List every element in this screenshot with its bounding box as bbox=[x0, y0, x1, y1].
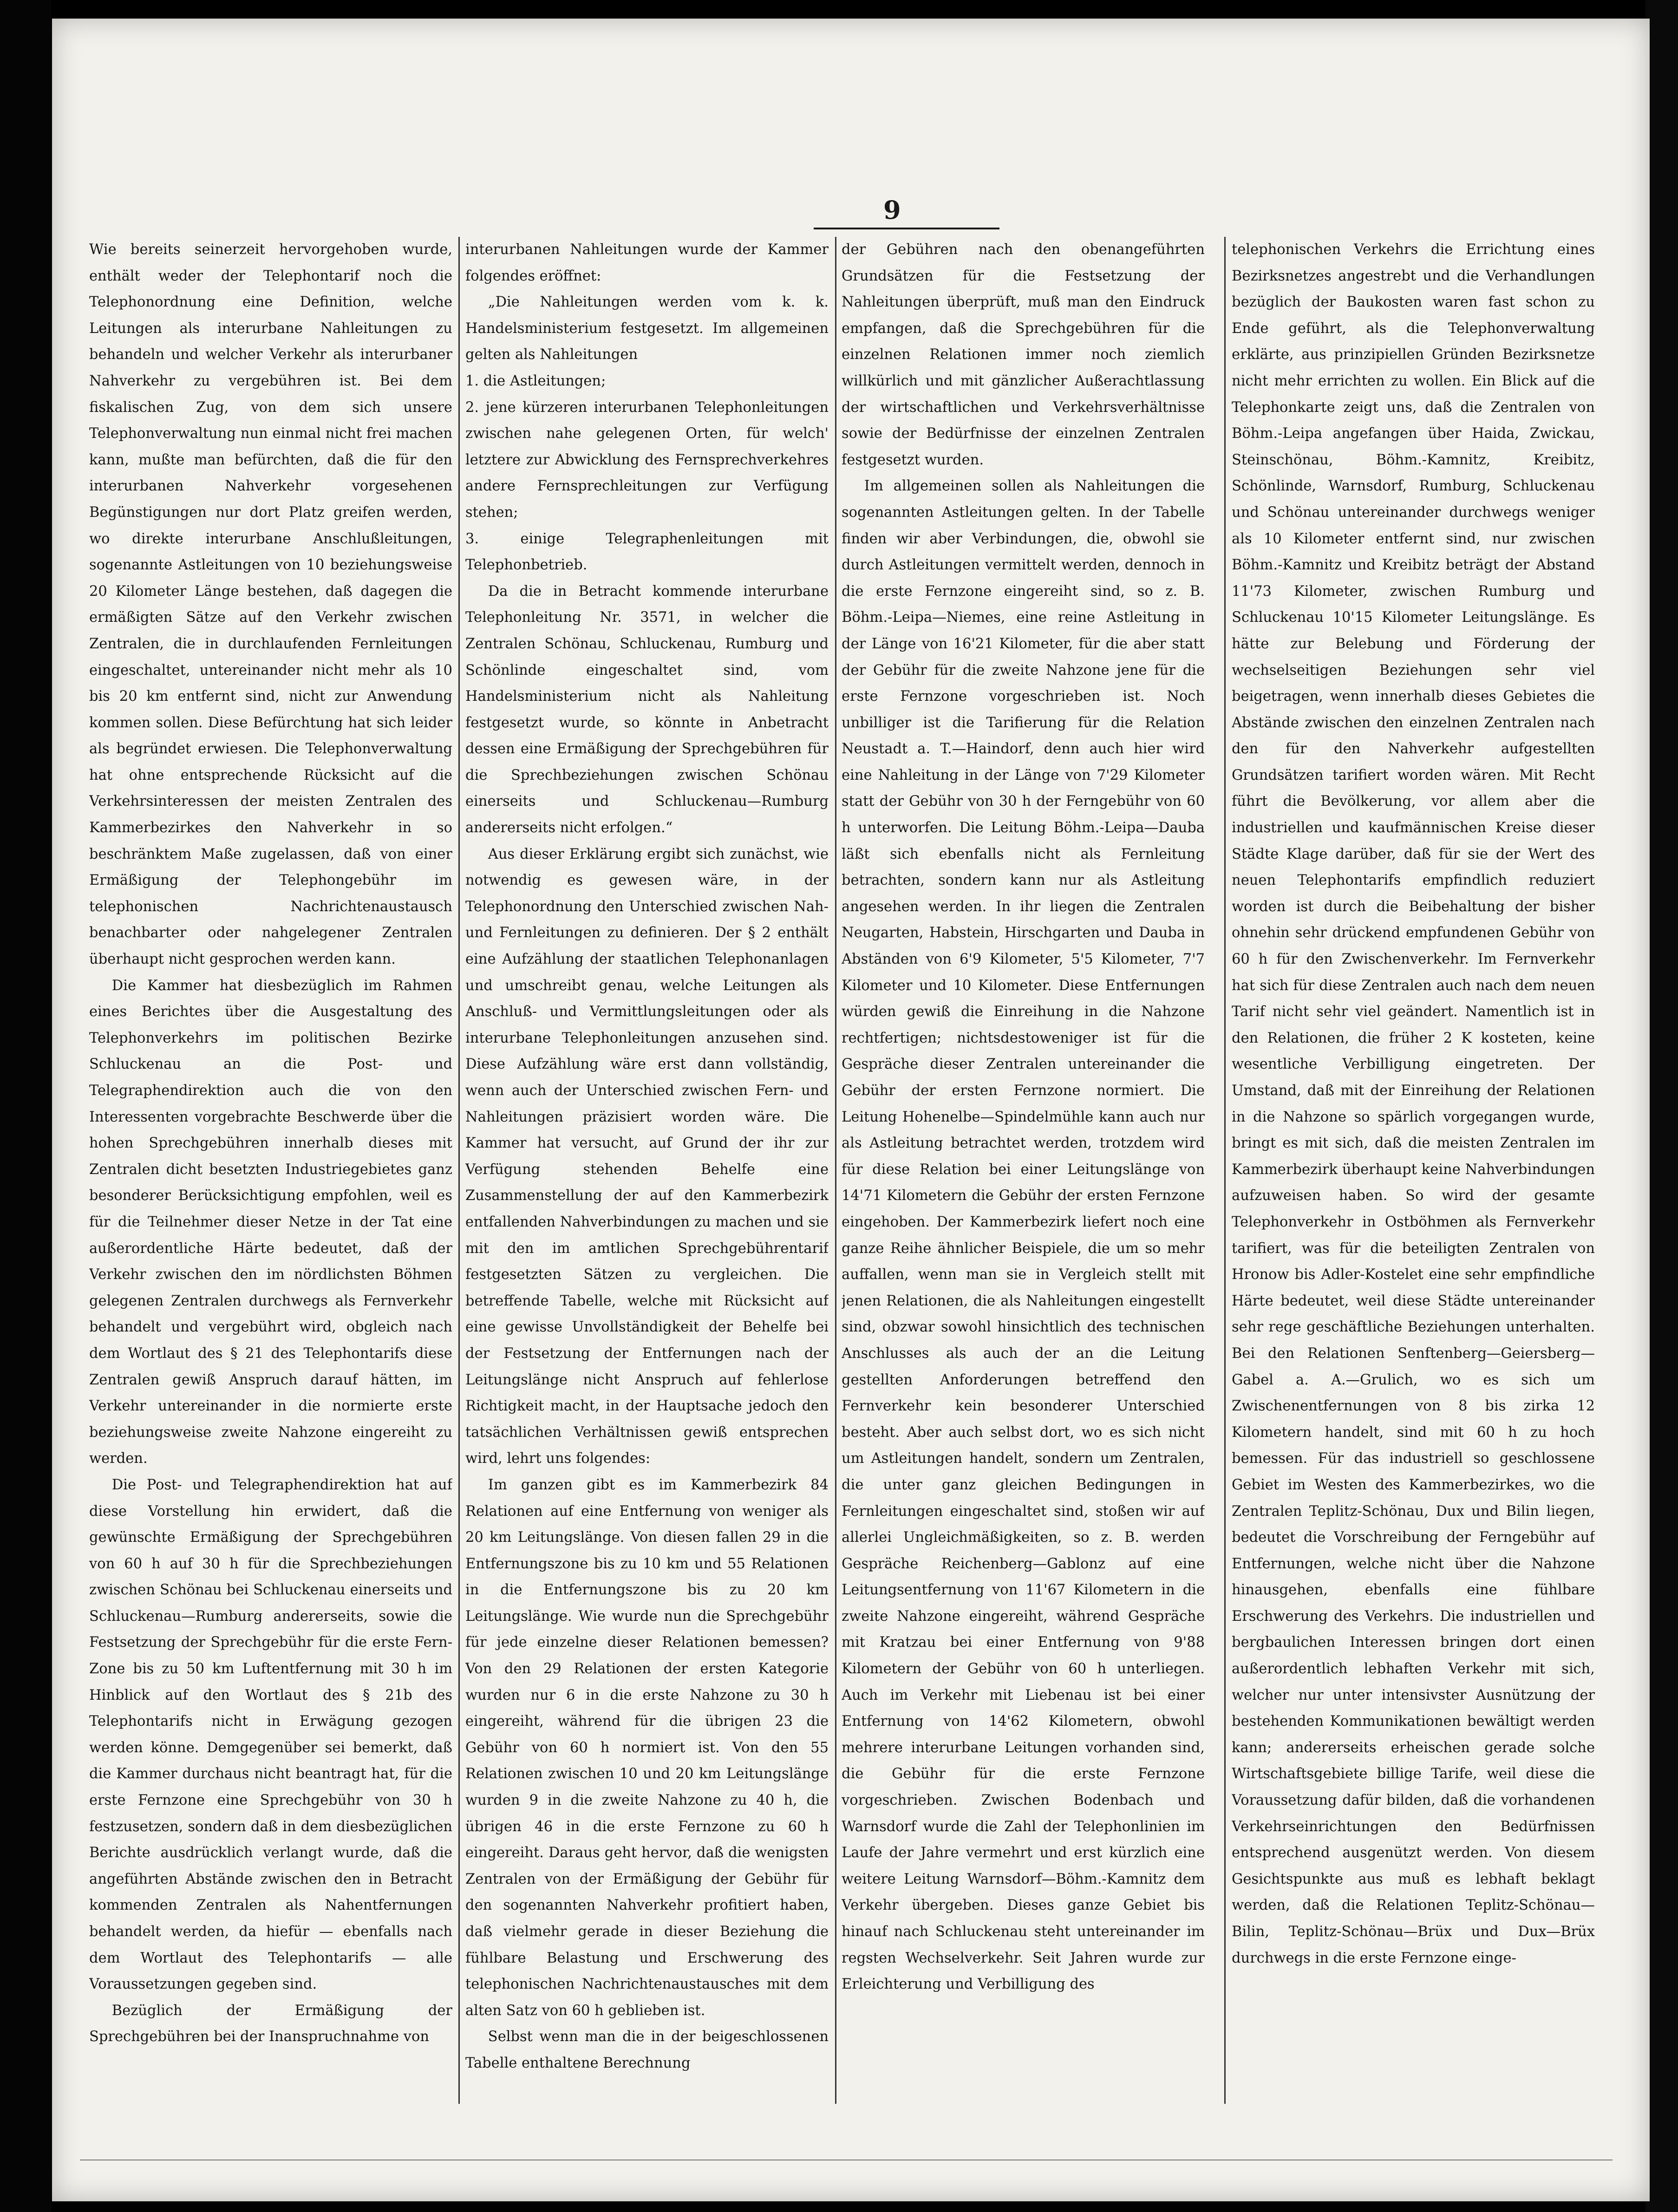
paragraph: Wie bereits seinerzeit hervorgehoben wurde, enthält weder der Telephontarif noch die Telephonordnung eine Definition, welche Leitungen als interurbane Nahleitungen zu behandeln und welcher Verkehr als interurbaner Nahverkehr zu vergebühren ist. Bei dem fiskalischen Zug, von dem sich unsere Telephonverwaltung nun einmal nicht frei machen kann, mußte man befürchten, daß die für den interurbanen Nahverkehr vorgesehenen Begünstigungen nur dort Platz greifen werden, wo direkte interurbane Anschlußleitungen, sogenannte Astleitungen von 10 beziehungsweise 20 Kilometer Länge bestehen, daß dagegen die ermäßigten Sätze auf den Verkehr zwischen Zentralen, die in durchlaufenden Fernleitungen eingeschaltet, untereinander nicht mehr als 10 bis 20 km entfernt sind, nicht zur Anwendung kommen sollen. Diese Befürchtung hat sich leider als begründet erwiesen. Die Telephonverwaltung hat ohne entsprechende Rücksicht auf die Verkehrsinteressen der meisten Zentralen des Kammerbezirkes den Nahverkehr in so beschränktem Maße zugelassen, daß von einer Ermäßigung der Telephongebühr im telephonischen Nachrichtenaustausch benachbarter oder nahgelegener Zentralen überhaupt nicht gesprochen werden kann. bbox=[89, 241, 452, 968]
paragraph: Selbst wenn man die in der beigeschlossenen Tabelle enthaltene Berechnung bbox=[465, 2029, 829, 2071]
text-column-4 bbox=[1232, 237, 1595, 2150]
paragraph: Bezüglich der Ermäßigung der Sprechgebühren bei der Inanspruchnahme von bbox=[89, 2002, 452, 2045]
text-column-2 bbox=[465, 237, 829, 2150]
paragraph: „Die Nahleitungen werden vom k. k. Handelsministerium festgesetzt. Im allgemeinen gelten als Nahleitungen bbox=[465, 294, 829, 363]
scan-border-right bbox=[1645, 0, 1678, 2212]
column-rule bbox=[1224, 237, 1226, 2104]
list-item: 1. die Astleitungen; bbox=[465, 372, 606, 389]
paragraph: Die Post- und Telegraphendirektion hat auf diese Vorstellung hin erwidert, daß die gewünschte Ermäßigung der Sprechgebühren von 60 h auf 30 h für die Sprechbeziehungen zwischen Schönau bei Schluckenau einerseits und Schluckenau—Rumburg andererseits, sowie die Festsetzung der Sprechgebühr für die erste Fern-Zone bis zu 50 km Luftentfernung mit 30 h im Hinblick auf den Wortlaut des § 21b des Telephontarifs nicht in Erwägung gezogen werden könne. Demgegenüber sei bemerkt, daß die Kammer durchaus nicht beantragt hat, für die erste Fernzone eine Sprechgebühr von 30 h festzusetzen, sondern daß in dem diesbezüglichen Berichte ausdrücklich verlangt wurde, daß die angeführten Abstände zwischen den in Betracht kommenden Zentralen als Nahentfernungen behandelt werden, da hiefür — ebenfalls nach dem Wortlaut des Telephontarifs — alle Voraussetzungen gegeben sind. bbox=[89, 1476, 452, 1993]
paragraph: Da die in Betracht kommende interurbane Telephonleitung Nr. 3571, in welcher die Zentralen Schönau, Schluckenau, Rumburg und Schönlinde eingeschaltet sind, vom Handelsministerium nicht als Nahleitung festgesetzt wurde, so könnte in Anbetracht dessen eine Ermäßigung der Sprechgebühren für die Sprechbeziehungen zwischen Schönau einerseits und Schluckenau—Rumburg andererseits nicht erfolgen.“ bbox=[465, 583, 829, 836]
paragraph: der Gebühren nach den obenangeführten Grundsätzen für die Festsetzung der Nahleitungen überprüft, muß man den Eindruck empfangen, daß die Sprechgebühren für die einzelnen Relationen immer noch ziemlich willkürlich und mit gänzlicher Außerachtlassung der wirtschaftlichen und Verkehrsverhältnisse sowie der Bedürfnisse der einzelnen Zentralen festgesetzt wurden. bbox=[842, 241, 1205, 468]
paragraph: Im ganzen gibt es im Kammerbezirk 84 Relationen auf eine Entfernung von weniger als 20 km Leitungslänge. Von diesen fallen 29 in die Entfernungszone bis zu 10 km und 55 Relationen in die Entfernungszone bis zu 20 km Leitungslänge. Wie wurde nun die Sprechgebühr für jede einzelne dieser Relationen bemessen? Von den 29 Relationen der ersten Kategorie wurden nur 6 in die erste Nahzone zu 30 h eingereiht, während für die übrigen 23 die Gebühr von 60 h normiert ist. Von den 55 Relationen zwischen 10 und 20 km Leitungslänge wurden 9 in die zweite Nahzone zu 40 h, die übrigen 46 in die erste Fernzone zu 60 h eingereiht. Daraus geht hervor, daß die wenigsten Zentralen von der Ermäßigung der Gebühr für den sogenannten Nahverkehr profitiert haben, daß vielmehr gerade in dieser Beziehung die fühlbare Belastung und Erschwerung des telephonischen Nachrichtenaustausches mit dem alten Satz von 60 h geblieben ist. bbox=[465, 1476, 829, 2019]
column-rule bbox=[835, 237, 836, 2104]
text-column-1 bbox=[89, 237, 452, 2150]
list-item: 2. jene kürzeren interurbanen Telephonleitungen zwischen nahe gelegenen Orten, für welch' letztere zur Abwicklung des Fernsprechverkehres andere Fernsprechleitungen zur Verfügung stehen; bbox=[465, 399, 829, 521]
scan-border-left bbox=[0, 0, 51, 2212]
column-rule bbox=[458, 237, 460, 2104]
paragraph: Aus dieser Erklärung ergibt sich zunächst, wie notwendig es gewesen wäre, in der Telephonordnung den Unterschied zwischen Nah- und Fernleitungen zu definieren. Der § 2 enthält eine Aufzählung der staatlichen Telephonanlagen und umschreibt genau, welche Leitungen als Anschluß- und Vermittlungsleitungen oder als interurbane Telephonleitungen anzusehen sind. Diese Aufzählung wäre erst dann vollständig, wenn auch der Unterschied zwischen Fern- und Nahleitungen präzisiert worden wäre. Die Kammer hat versucht, auf Grund der ihr zur Verfügung stehenden Behelfe eine Zusammenstellung der auf den Kammerbezirk entfallenden Nahverbindungen zu machen und sie mit den im amtlichen Sprechgebührentarif festgesetzten Sätzen zu vergleichen. Die betreffende Tabelle, welche mit Rücksicht auf eine gewisse Unvollständigkeit der Behelfe bei der Festsetzung der Entfernungen nach der Leitungslänge nicht Anspruch auf fehlerlose Richtigkeit macht, in der Hauptsache jedoch den tatsächlichen Verhältnissen gewiß entsprechen wird, lehrt uns folgendes: bbox=[465, 846, 829, 1467]
paragraph: telephonischen Verkehrs die Errichtung eines Bezirksnetzes angestrebt und die Verhandlungen bezüglich der Baukosten waren fast schon zu Ende geführt, als die Telephonverwaltung erklärte, aus prinzipiellen Gründen Bezirksnetze nicht mehr errichten zu wollen. Ein Blick auf die Telephonkarte zeigt uns, daß die Zentralen von Böhm.-Leipa angefangen über Haida, Zwickau, Steinschönau, Böhm.-Kamnitz, Kreibitz, Schönlinde, Warnsdorf, Rumburg, Schluckenau und Schönau untereinander durchwegs weniger als 10 Kilometer entfernt sind, nur zwischen Böhm.-Kamnitz und Kreibitz beträgt der Abstand 11'73 Kilometer, zwischen Rumburg und Schluckenau 10'15 Kilometer Leitungslänge. Es hätte zur Belebung und Förderung der wechselseitigen Beziehungen sehr viel beigetragen, wenn innerhalb dieses Gebietes die Abstände zwischen den einzelnen Zentralen nach den für den Nahverkehr aufgestellten Grundsätzen tarifiert worden wären. Mit Recht führt die Bevölkerung, vor allem aber die industriellen und kaufmännischen Kreise dieser Städte Klage darüber, daß für sie der Wert des neuen Telephontarifs empfindlich reduziert worden ist durch die Beibehaltung der bisher ohnehin sehr drückend empfundenen Gebühr von 60 h für den Zwischenverkehr. Im Fernverkehr hat sich für diese Zentralen auch nach dem neuen Tarif nicht sehr viel geändert. Namentlich ist in den Relationen, die früher 2 K kosteten, keine wesentliche Verbilligung eingetreten. Der Umstand, daß mit der Einreihung der Relationen in die Nahzone so spärlich vorgegangen wurde, bringt es mit sich, daß die meisten Zentralen im Kammerbezirk überhaupt keine Nahverbindungen aufzuweisen haben. So wird der gesamte Telephonverkehr in Ostböhmen als Fernverkehr tarifiert, was für die beteiligten Zentralen von Hronow bis Adler-Kostelet eine sehr empfindliche Härte bedeutet, weil diese Städte untereinander sehr rege geschäftliche Beziehungen unterhalten. Bei den Relationen Senftenberg—Geiersberg—Gabel a. A.—Grulich, wo es sich um Zwischenentfernungen von 8 bis zirka 12 Kilometern handelt, sind mit 60 h zu hoch bemessen. Für das industriell so geschlossene Gebiet im Westen des Kammerbezirkes, wo die Zentralen Teplitz-Schönau, Dux und Bilin liegen, bedeutet die Vorschreibung der Ferngebühr auf Entfernungen, welche nicht über die Nahzone hinausgehen, ebenfalls eine fühlbare Erschwerung des Verkehrs. Die industriellen und bergbaulichen Interessen bringen dort einen außerordentlich lebhaften Verkehr mit sich, welcher nur unter intensivster Ausnützung der bestehenden Kommunikationen bewältigt werden kann; andererseits erheischen gerade solche Wirtschaftsgebiete billige Tarife, weil diese die Voraussetzung dafür bilden, daß die vorhandenen Verkehrseinrichtungen den Bedürfnissen entsprechend ausgenützt werden. Von diesem Gesichtspunkte aus muß es lebhaft beklagt werden, daß die Relationen Teplitz-Schönau—Bilin, Teplitz-Schönau—Brüx und Dux—Brüx durchwegs in die erste Fernzone einge- bbox=[1232, 241, 1595, 1966]
page-number: 9 bbox=[883, 195, 901, 225]
paragraph: Die Kammer hat diesbezüglich im Rahmen eines Berichtes über die Ausgestaltung des Telephonverkehrs im politischen Bezirke Schluckenau an die Post- und Telegraphendirektion auch die von den Interessenten vorgebrachte Beschwerde über die hohen Sprechgebühren innerhalb dieses mit Zentralen dicht besetzten Industriegebietes ganz besonderer Berücksichtigung empfohlen, weil es für die Teilnehmer dieser Netze in der Tat eine außerordentliche Härte bedeutet, daß der Verkehr zwischen den im nördlichsten Böhmen gelegenen Zentralen durchwegs als Fernverkehr behandelt und vergebührt wird, obgleich nach dem Wortlaut des § 21 des Telephontarifs diese Zentralen gewiß Anspruch darauf hätten, im Verkehr untereinander in die normierte erste beziehungsweise zweite Nahzone eingereiht zu werden. bbox=[89, 977, 452, 1467]
text-column-3 bbox=[842, 237, 1205, 2150]
list-item: 3. einige Telegraphenleitungen mit Telephonbetrieb. bbox=[465, 530, 829, 574]
page-number-rule bbox=[814, 228, 999, 229]
newspaper-page bbox=[52, 19, 1650, 2201]
paragraph: Im allgemeinen sollen als Nahleitungen die sogenannten Astleitungen gelten. In der Tabelle finden wir aber Verbindungen, die, obwohl sie durch Astleitungen vermittelt werden, dennoch in die erste Fernzone eingereiht sind, so z. B. Böhm.-Leipa—Niemes, eine reine Astleitung in der Länge von 16'21 Kilometer, für die aber statt der Gebühr für die zweite Nahzone jene für die erste Fernzone vorgeschrieben ist. Noch unbilliger ist die Tarifierung für die Relation Neustadt a. T.—Haindorf, denn auch hier wird eine Nahleitung in der Länge von 7'29 Kilometer statt der Gebühr von 30 h der Ferngebühr von 60 h unterworfen. Die Leitung Böhm.-Leipa—Dauba läßt sich ebenfalls nicht als Fernleitung betrachten, sondern kann nur als Astleitung angesehen werden. In ihr liegen die Zentralen Neugarten, Habstein, Hirschgarten und Dauba in Abständen von 6'9 Kilometer, 5'5 Kilometer, 7'7 Kilometer und 10 Kilometer. Diese Entfernungen würden gewiß die Einreihung in die Nahzone rechtfertigen; nichtsdestoweniger ist für die Gespräche dieser Zentralen untereinander die Gebühr der ersten Fernzone normiert. Die Leitung Hohenelbe—Spindelmühle kann auch nur als Astleitung betrachtet werden, trotzdem wird für diese Relation bei einer Leitungslänge von 14'71 Kilometern die Gebühr der ersten Fernzone eingehoben. Der Kammerbezirk liefert noch eine ganze Reihe ähnlicher Beispiele, die um so mehr auffallen, wenn man sie in Vergleich stellt mit jenen Relationen, die als Nahleitungen eingestellt sind, obzwar sowohl hinsichtlich des technischen Anschlusses als auch der an die Leitung gestellten Anforderungen betreffend den Fernverkehr kein besonderer Unterschied besteht. Aber auch selbst dort, wo es sich nicht um Astleitungen handelt, sondern um Zentralen, die unter ganz gleichen Bedingungen in Fernleitungen eingeschaltet sind, stoßen wir auf allerlei Ungleichmäßigkeiten, so z. B. werden Gespräche Reichenberg—Gablonz auf eine Leitungsentfernung von 11'67 Kilometern in die zweite Nahzone eingereiht, während Gespräche mit Kratzau bei einer Entfernung von 9'88 Kilometern der Gebühr von 60 h unterliegen. Auch im Verkehr mit Liebenau ist bei einer Entfernung von 14'62 Kilometern, obwohl mehrere interurbane Leitungen vorhanden sind, die Gebühr für die erste Fernzone vorgeschrieben. Zwischen Bodenbach und Warnsdorf wurde die Zahl der Telephonlinien im Laufe der Jahre vermehrt und erst kürzlich eine weitere Leitung Warnsdorf—Böhm.-Kamnitz dem Verkehr übergeben. Dieses ganze Gebiet bis hinauf nach Schluckenau steht untereinander im regsten Wechselverkehr. Seit Jahren wurde zur Erleichterung und Verbilligung des bbox=[842, 478, 1205, 1993]
paragraph: interurbanen Nahleitungen wurde der Kammer folgendes eröffnet: bbox=[465, 241, 829, 284]
